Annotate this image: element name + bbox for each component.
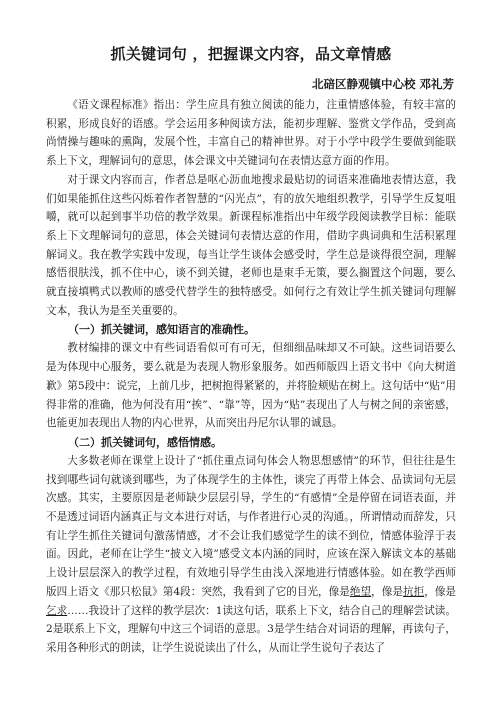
underlined-word-1: 绝望 [349,585,372,598]
page-title: 抓关键词句 ，把握课文内容，品文章情感 [110,45,392,63]
separator-1: ，像是 [371,585,403,598]
paragraph-1: 《语文课程标准》指出：学生应具有独立阅读的能力，注重情感体验，有较丰富的积累，形成良好的语感。学会运用多种阅读方法，能初步理解、鉴赏文学作品，受到高尚情操与趣味的熏陶，发展个性，丰富自己的精神世界。对于小学中段学生要做到能联系上下文，理解词句的意思，体会课文中关键词句在表情达意方面的作用。 [46,99,456,168]
section-heading-2: （二）抓关键词句，感悟情感。 [68,435,222,449]
paragraph-3: 教材编排的课文中有些词语看似可有可无，但细细品味却又不可缺。这些词语要么是为体现中心服务，要么就是为表现人物形象服务。如西师版四上语文书中《向大树道歉》第5段中：说完，上前几步，把树抱得紧紧的，并将脸颊贴在树上。这句话中“贴”用得非常的准确，他为何没有用“挨”、“靠”等，因为“贴”表现出了人与树之间的亲密感，也能更加表现出人物的内心世界，从而突出丹尼尔认罪的诚恳。 [46,342,456,430]
paragraph-4-part-a: 大多数老师在课堂上设计了“抓住重点词句体会人物思想感情”的环节，但往往是生找到哪些词句就谈到哪些，为了体现学生的主体性，谈完了再带上体会、品读词句无层次感。其实，主要原因是老师缺少层层引导，学生的“有感情”全是停留在词语表面，并不是透过词语内涵真正与文本进行对话，与作者进行心灵的沟通。，所谓情动而辞发，只有让学生抓住关键词句激荡情感，才不会让我们感觉学生的读不到位，情感体验浮于表面。因此，老师在让学生“披文入境”感受文本内涵的同时，应该在深入解读文本的基础上设计层层深入的教学过程，有效地引导学生由浅入深地进行情感体验。如在教学西师版四上语文《那只松鼠》第4段：突然，我看到了它的目光，像是 [46,454,456,598]
underlined-word-3: 乞求 [46,604,68,617]
paragraph-4-part-b: ……我设计了这样的教学层次：1读这句话，联系上下文，结合自己的理解尝试读。2是联系上下文，理解句中这三个词语的意思。3是学生结合对词语的理解，再读句子，采用各种形式的朗读，让学生说说读出了什么，从而让学生说句子表达了 [46,604,456,654]
separator-2: ，像是 [424,585,457,598]
underlined-word-2: 抗拒 [402,585,425,598]
paragraph-4 [46,452,456,658]
section-heading-1: （一）抓关键词，感知语言的准确性。 [68,323,255,337]
author-line: 北碚区静观镇中心校 邓礼芳 [311,77,454,91]
paragraph-2: 对于课文内容而言，作者总是呕心沥血地搜求最贴切的词语来准确地表情达意，我们如果能抓住这些闪烁着作者智慧的“闪光点”，有的放矢地组织教学，引导学生反复咀嚼，就可以起到事半功倍的教学效果。新课程标准指出中年级学段阅读教学目标：能联系上下文理解词句的意思，体会关键词句表情达意的作用，借助字典词典和生活积累理解词义。我在教学实践中发现，每当让学生谈体会感受时，学生总是谈得很空洞，理解感悟很肤浅，抓不住中心，谈不到关键，老师也是束手无策，要么搁置这个问题，要么就直接填鸭式以教师的感受代替学生的独特感受。如何行之有效让学生抓关键词句理解文本，我认为是至关重要的。 [46,173,456,317]
